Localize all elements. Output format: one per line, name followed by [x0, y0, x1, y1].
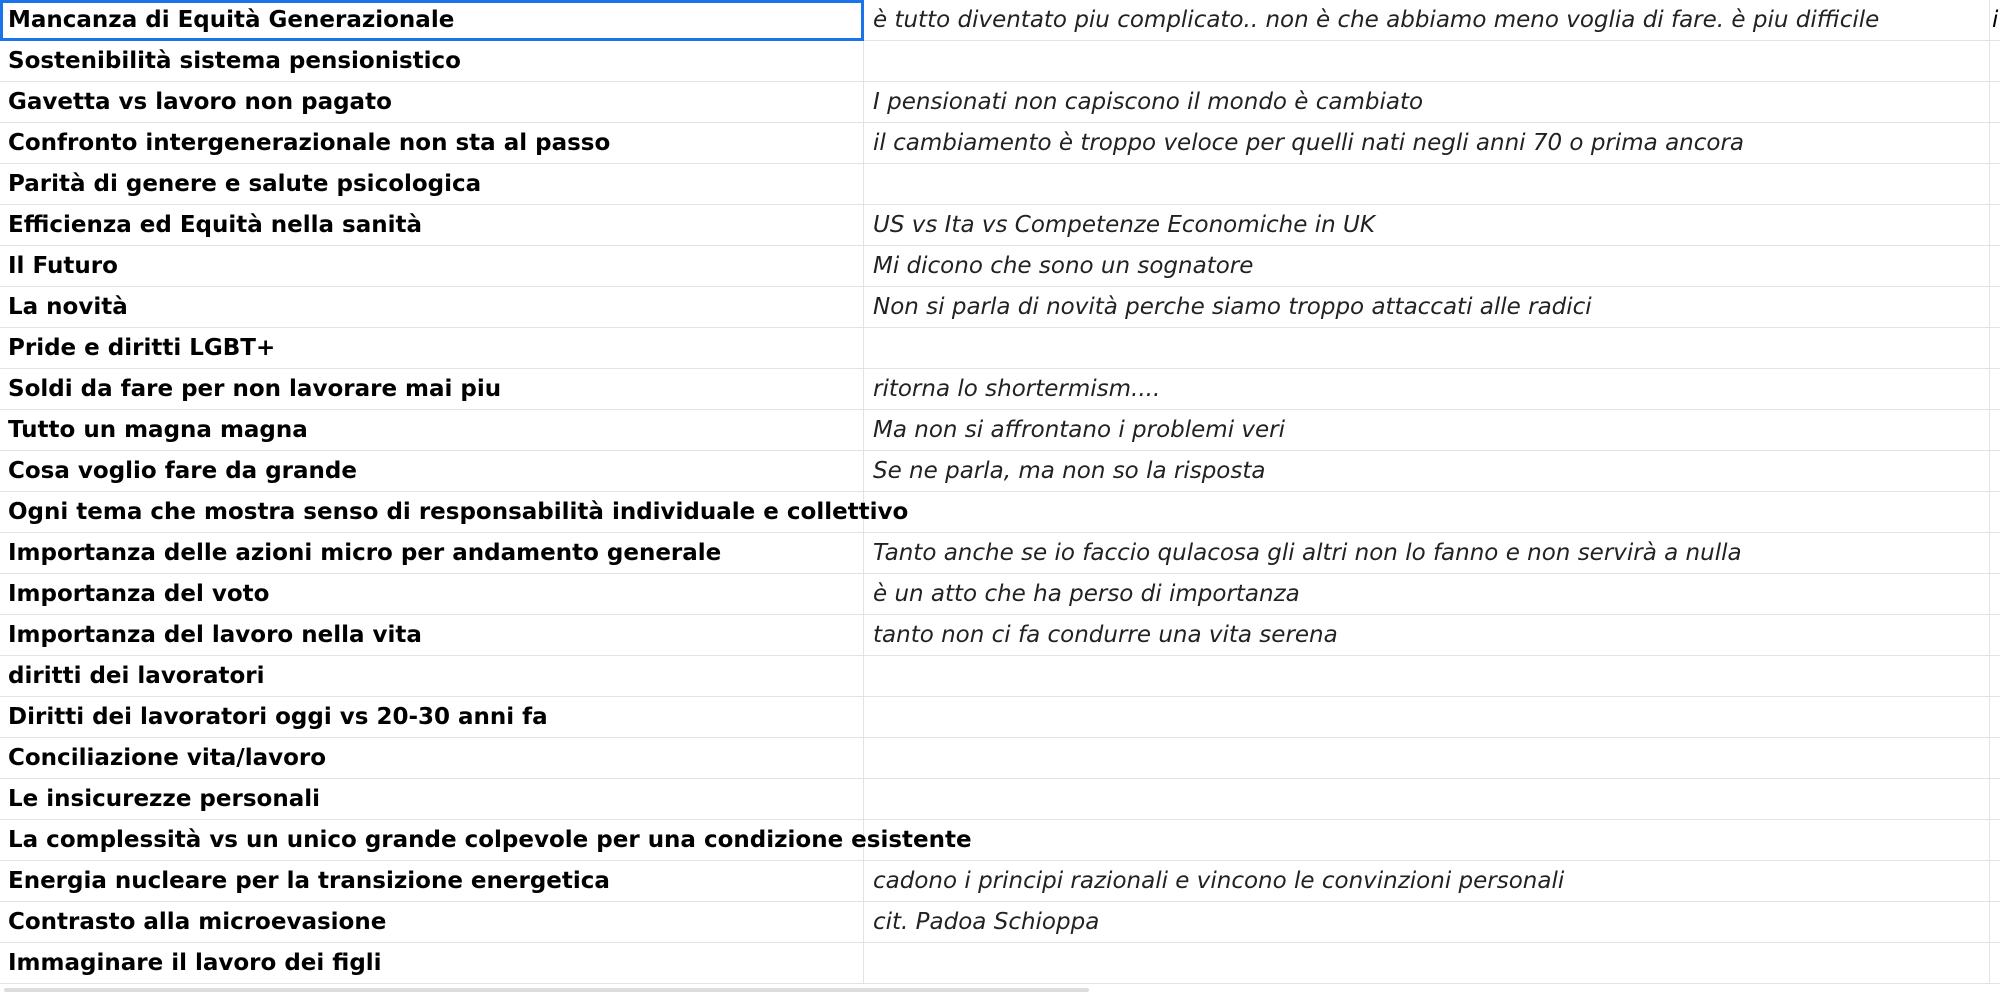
cell-topic[interactable]: Importanza del lavoro nella vita [0, 615, 864, 655]
table-row [0, 246, 2000, 287]
cell-extra[interactable] [1990, 410, 2000, 450]
table-row [0, 41, 2000, 82]
cell-comment[interactable] [864, 820, 1990, 860]
cell-topic[interactable]: Diritti dei lavoratori oggi vs 20-30 anni fa [0, 697, 864, 737]
table-row [0, 902, 2000, 943]
cell-topic[interactable]: La complessità vs un unico grande colpevole per una condizione esistente [0, 820, 864, 860]
table-row [0, 492, 2000, 533]
cell-extra[interactable] [1990, 574, 2000, 614]
cell-extra[interactable] [1990, 656, 2000, 696]
table-row [0, 164, 2000, 205]
cell-comment[interactable] [864, 41, 1990, 81]
table-row [0, 82, 2000, 123]
cell-topic[interactable]: Importanza delle azioni micro per andamento generale [0, 533, 864, 573]
cell-comment[interactable] [864, 779, 1990, 819]
table-row [0, 943, 2000, 984]
table-row [0, 697, 2000, 738]
table-row [0, 410, 2000, 451]
cell-topic[interactable]: diritti dei lavoratori [0, 656, 864, 696]
cell-comment[interactable]: è un atto che ha perso di importanza [864, 574, 1990, 614]
cell-extra[interactable] [1990, 451, 2000, 491]
cell-comment[interactable]: cit. Padoa Schioppa [864, 902, 1990, 942]
cell-extra[interactable] [1990, 205, 2000, 245]
cell-comment[interactable]: Non si parla di novità perche siamo troppo attaccati alle radici [864, 287, 1990, 327]
cell-topic[interactable]: Tutto un magna magna [0, 410, 864, 450]
cell-extra[interactable] [1990, 533, 2000, 573]
cell-extra[interactable] [1990, 861, 2000, 901]
cell-topic[interactable]: Gavetta vs lavoro non pagato [0, 82, 864, 122]
cell-comment[interactable]: tanto non ci fa condurre una vita serena [864, 615, 1990, 655]
cell-comment[interactable] [864, 328, 1990, 368]
cell-topic[interactable]: Pride e diritti LGBT+ [0, 328, 864, 368]
cell-extra[interactable] [1990, 246, 2000, 286]
cell-extra[interactable] [1990, 943, 2000, 983]
cell-comment[interactable]: Ma non si affrontano i problemi veri [864, 410, 1990, 450]
cell-extra[interactable] [1990, 328, 2000, 368]
cell-topic[interactable]: Contrasto alla microevasione [0, 902, 864, 942]
cell-comment[interactable]: Tanto anche se io faccio qulacosa gli altri non lo fanno e non servirà a nulla [864, 533, 1990, 573]
cell-comment[interactable] [864, 492, 1990, 532]
cell-topic[interactable]: Immaginare il lavoro dei figli [0, 943, 864, 983]
table-row [0, 328, 2000, 369]
table-row [0, 0, 2000, 41]
cell-comment[interactable] [864, 943, 1990, 983]
cell-topic[interactable]: Sostenibilità sistema pensionistico [0, 41, 864, 81]
table-row [0, 451, 2000, 492]
cell-topic[interactable]: Parità di genere e salute psicologica [0, 164, 864, 204]
table-row [0, 656, 2000, 697]
cell-topic[interactable]: Il Futuro [0, 246, 864, 286]
cell-extra[interactable]: i [1992, 7, 1999, 33]
cell-comment[interactable] [864, 697, 1990, 737]
cell-extra[interactable] [1990, 492, 2000, 532]
cell-extra[interactable] [1990, 902, 2000, 942]
cell-comment[interactable]: ritorna lo shortermism.... [864, 369, 1990, 409]
horizontal-scrollbar-thumb[interactable] [4, 988, 1089, 992]
cell-topic[interactable]: Importanza del voto [0, 574, 864, 614]
cell-extra[interactable] [1990, 615, 2000, 655]
cell-topic[interactable]: Efficienza ed Equità nella sanità [0, 205, 864, 245]
cell-extra[interactable] [1990, 82, 2000, 122]
cell-comment[interactable]: cadono i principi razionali e vincono le convinzioni personali [864, 861, 1990, 901]
cell-topic[interactable]: Ogni tema che mostra senso di responsabilità individuale e collettivo [0, 492, 864, 532]
table-row [0, 738, 2000, 779]
cell-topic[interactable]: Energia nucleare per la transizione energetica [0, 861, 864, 901]
table-row [0, 287, 2000, 328]
cell-comment[interactable] [864, 738, 1990, 778]
cell-topic[interactable]: Conciliazione vita/lavoro [0, 738, 864, 778]
cell-extra[interactable] [1990, 369, 2000, 409]
cell-comment[interactable] [864, 164, 1990, 204]
cell-comment[interactable]: il cambiamento è troppo veloce per quelli nati negli anni 70 o prima ancora [864, 123, 1990, 163]
cell-topic[interactable]: Le insicurezze personali [0, 779, 864, 819]
table-row [0, 779, 2000, 820]
cell-topic[interactable]: Cosa voglio fare da grande [0, 451, 864, 491]
table-row [0, 615, 2000, 656]
cell-extra[interactable] [1990, 820, 2000, 860]
table-row [0, 123, 2000, 164]
cell-extra[interactable] [1990, 697, 2000, 737]
cell-extra[interactable] [1990, 738, 2000, 778]
cell-topic[interactable]: Confronto intergenerazionale non sta al passo [0, 123, 864, 163]
cell-comment[interactable]: Mi dicono che sono un sognatore [864, 246, 1990, 286]
table-row [0, 861, 2000, 902]
cell-topic[interactable]: La novità [0, 287, 864, 327]
horizontal-scrollbar[interactable] [0, 986, 2000, 994]
cell-topic[interactable]: Mancanza di Equità Generazionale [0, 0, 864, 40]
cell-topic[interactable]: Soldi da fare per non lavorare mai piu [0, 369, 864, 409]
cell-extra[interactable] [1990, 123, 2000, 163]
cell-comment[interactable]: Se ne parla, ma non so la risposta [864, 451, 1990, 491]
cell-comment[interactable]: è tutto diventato piu complicato.. non è che abbiamo meno voglia di fare. è piu difficile [864, 0, 1990, 40]
cell-extra[interactable] [1990, 41, 2000, 81]
table-row [0, 533, 2000, 574]
table-row [0, 369, 2000, 410]
table-row [0, 205, 2000, 246]
table-row [0, 820, 2000, 861]
table-row [0, 574, 2000, 615]
cell-extra[interactable] [1990, 779, 2000, 819]
cell-comment[interactable] [864, 656, 1990, 696]
cell-extra[interactable] [1990, 164, 2000, 204]
cell-extra[interactable] [1990, 287, 2000, 327]
cell-comment[interactable]: I pensionati non capiscono il mondo è cambiato [864, 82, 1990, 122]
cell-comment[interactable]: US vs Ita vs Competenze Economiche in UK [864, 205, 1990, 245]
